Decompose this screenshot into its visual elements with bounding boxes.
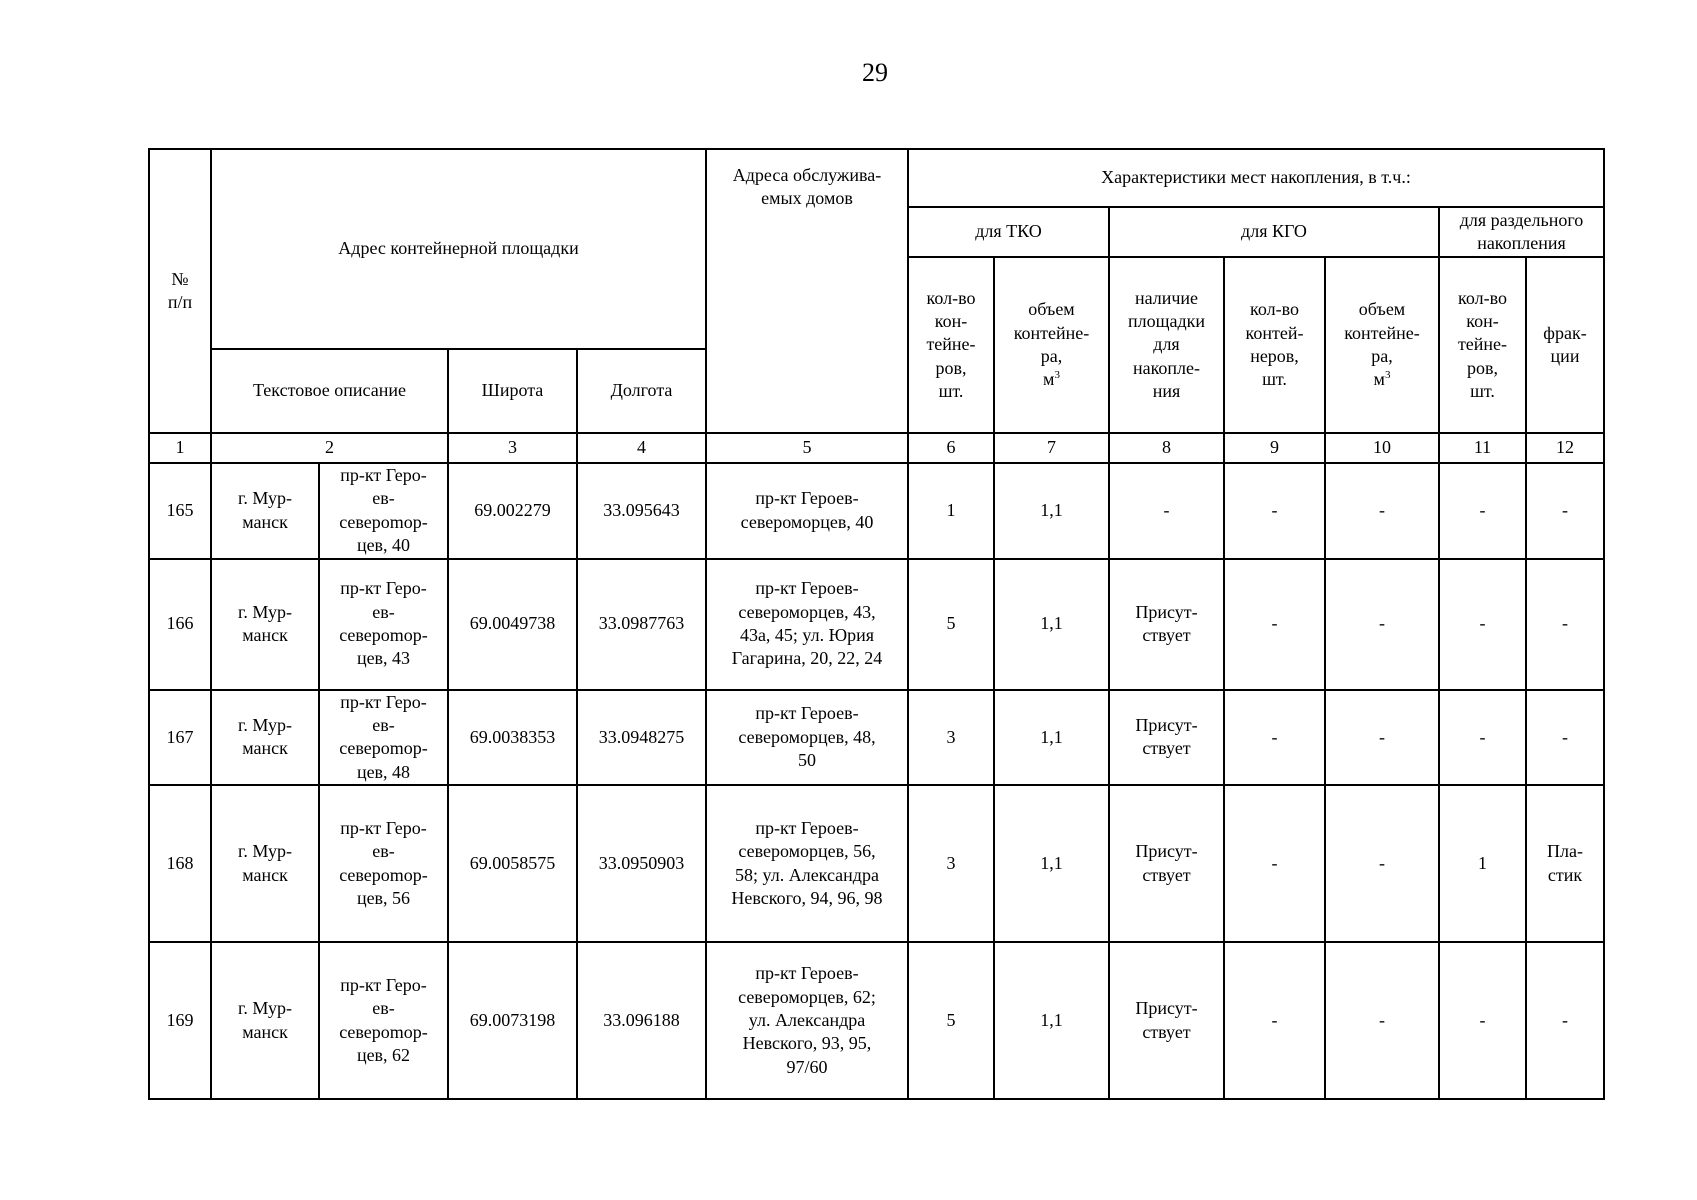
street-address: пр-кт Геро- ев- североmор- цев, 56: [319, 785, 448, 942]
kgo-site-presence: Присут- ствует: [1109, 942, 1224, 1099]
header-separate: для раздельного накопления: [1439, 207, 1604, 257]
separate-fraction: -: [1526, 690, 1604, 786]
kgo-site-presence: -: [1109, 463, 1224, 559]
city: г. Мур- манск: [211, 785, 319, 942]
kgo-site-presence: Присут- ствует: [1109, 785, 1224, 942]
header-num: № п/п: [149, 149, 211, 433]
kgo-container-count: -: [1224, 690, 1325, 786]
served-addresses: пр-кт Героев- североморцев, 40: [706, 463, 908, 559]
served-addresses: пр-кт Героев- североморцев, 43, 43а, 45; ул. Юрия Гагарина, 20, 22, 24: [706, 559, 908, 690]
latitude: 69.0073198: [448, 942, 577, 1099]
header-tko-count: кол-во кон- тейне- ров, шт.: [908, 257, 994, 433]
column-number-4: 4: [577, 433, 706, 463]
latitude: 69.0058575: [448, 785, 577, 942]
header-latitude: Широта: [448, 349, 577, 433]
separate-container-count: -: [1439, 463, 1526, 559]
longitude: 33.095643: [577, 463, 706, 559]
cubic-unit-superscript: 3: [1054, 369, 1060, 382]
table-row: [149, 942, 1604, 1099]
page-number: 29: [862, 58, 888, 87]
header-kgo-volume: [1325, 257, 1439, 433]
header-text-description: Текстовое описание: [211, 349, 448, 433]
served-addresses: пр-кт Героев- североморцев, 48, 50: [706, 690, 908, 786]
tko-container-count: 5: [908, 942, 994, 1099]
kgo-container-count: -: [1224, 463, 1325, 559]
separate-fraction: Пла- стик: [1526, 785, 1604, 942]
cubic-unit-superscript: 3: [1384, 369, 1391, 382]
column-number-row: [149, 433, 1604, 463]
kgo-container-count: -: [1224, 785, 1325, 942]
column-number-8: 8: [1109, 433, 1224, 463]
container-sites-table: [148, 148, 1605, 1100]
separate-container-count: -: [1439, 690, 1526, 786]
tko-container-volume: 1,1: [994, 559, 1109, 690]
city: г. Мур- манск: [211, 942, 319, 1099]
kgo-site-presence: Присут- ствует: [1109, 559, 1224, 690]
table-row: [149, 463, 1604, 559]
tko-container-count: 3: [908, 785, 994, 942]
tko-container-count: 5: [908, 559, 994, 690]
city: г. Мур- манск: [211, 463, 319, 559]
separate-container-count: 1: [1439, 785, 1526, 942]
row-number: 166: [149, 559, 211, 690]
kgo-site-presence: Присут- ствует: [1109, 690, 1224, 786]
tko-container-count: 3: [908, 690, 994, 786]
column-number-10: 10: [1325, 433, 1439, 463]
street-address: пр-кт Геро- ев- североmор- цев, 48: [319, 690, 448, 786]
kgo-container-volume: -: [1325, 463, 1439, 559]
row-number: 165: [149, 463, 211, 559]
column-number-6: 6: [908, 433, 994, 463]
row-number: 169: [149, 942, 211, 1099]
row-number: 167: [149, 690, 211, 786]
header-longitude: Долгота: [577, 349, 706, 433]
street-address: пр-кт Геро- ев- североmор- цев, 62: [319, 942, 448, 1099]
city: г. Мур- манск: [211, 690, 319, 786]
column-number-7: 7: [994, 433, 1109, 463]
kgo-container-count: -: [1224, 559, 1325, 690]
street-address: пр-кт Геро- ев- североmор- цев, 40: [319, 463, 448, 559]
street-address: пр-кт Геро- ев- североmор- цев, 43: [319, 559, 448, 690]
served-addresses: пр-кт Героев- североморцев, 62; ул. Александра Невского, 93, 95, 97/60: [706, 942, 908, 1099]
column-number-9: 9: [1224, 433, 1325, 463]
table-row: [149, 559, 1604, 690]
column-number-5: 5: [706, 433, 908, 463]
separate-container-count: -: [1439, 942, 1526, 1099]
column-number-1: 1: [149, 433, 211, 463]
kgo-container-volume: -: [1325, 785, 1439, 942]
table-row: [149, 690, 1604, 786]
header-address-group: Адрес контейнерной площадки: [211, 149, 706, 349]
kgo-container-volume: -: [1325, 690, 1439, 786]
tko-container-count: 1: [908, 463, 994, 559]
tko-container-volume: 1,1: [994, 785, 1109, 942]
column-number-2: 2: [211, 433, 448, 463]
header-kgo-count: кол-во контей- неров, шт.: [1224, 257, 1325, 433]
header-characteristics: Характеристики мест накопления, в т.ч.:: [908, 149, 1604, 207]
header-separate-fraction: фрак- ции: [1526, 257, 1604, 433]
kgo-container-volume: -: [1325, 559, 1439, 690]
column-number-11: 11: [1439, 433, 1526, 463]
header-tko-volume: [994, 257, 1109, 433]
header-kgo: для КГО: [1109, 207, 1439, 257]
kgo-container-count: -: [1224, 942, 1325, 1099]
header-kgo-site: наличие площадки для накопле- ния: [1109, 257, 1224, 433]
tko-container-volume: 1,1: [994, 942, 1109, 1099]
header-kgo-volume-text: объем контейне- ра, м: [1344, 299, 1420, 390]
kgo-container-volume: -: [1325, 942, 1439, 1099]
separate-container-count: -: [1439, 559, 1526, 690]
row-number: 168: [149, 785, 211, 942]
header-separate-count: кол-во кон- тейне- ров, шт.: [1439, 257, 1526, 433]
table-body: [149, 463, 1604, 1099]
latitude: 69.002279: [448, 463, 577, 559]
header-served-addresses: Адреса обслужива- емых домов: [706, 149, 908, 433]
column-number-12: 12: [1526, 433, 1604, 463]
longitude: 33.0948275: [577, 690, 706, 786]
longitude: 33.096188: [577, 942, 706, 1099]
latitude: 69.0038353: [448, 690, 577, 786]
served-addresses: пр-кт Героев- североморцев, 56, 58; ул. Александра Невского, 94, 96, 98: [706, 785, 908, 942]
header-tko: для ТКО: [908, 207, 1109, 257]
tko-container-volume: 1,1: [994, 463, 1109, 559]
city: г. Мур- манск: [211, 559, 319, 690]
separate-fraction: -: [1526, 942, 1604, 1099]
separate-fraction: -: [1526, 559, 1604, 690]
table-row: [149, 785, 1604, 942]
separate-fraction: -: [1526, 463, 1604, 559]
longitude: 33.0950903: [577, 785, 706, 942]
tko-container-volume: 1,1: [994, 690, 1109, 786]
column-number-3: 3: [448, 433, 577, 463]
longitude: 33.0987763: [577, 559, 706, 690]
table-header: [149, 149, 1604, 463]
latitude: 69.0049738: [448, 559, 577, 690]
header-tko-volume-text: объем контейне- ра, м: [1013, 299, 1090, 390]
